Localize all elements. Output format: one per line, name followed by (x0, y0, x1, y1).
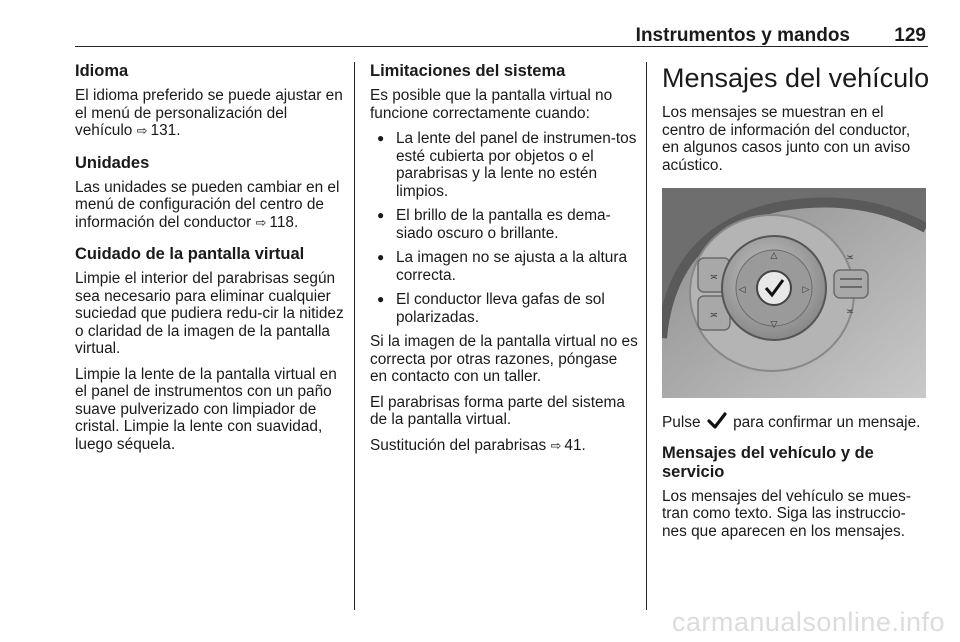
paragraph-parabrisas: El parabrisas forma parte del sistema de la pantalla virtual. (370, 393, 625, 428)
paragraph-intro: Es posible que la pantalla virtual no funcione correctamente cuando: (370, 87, 613, 122)
heading-mensajes: Mensajes del vehículo (662, 63, 930, 93)
column-divider-2 (646, 62, 647, 610)
header-title: Instrumentos y mandos (635, 25, 850, 46)
cross-reference-link[interactable]: ⇨ 41. (551, 437, 586, 454)
paragraph-cuidado-1: Limpie el interior del parabrisas según sea necesario para eliminar cualquier suciedad que pudiera redu-cir la nitidez o claridad de la imagen de la pantalla virtual. (75, 270, 344, 357)
svg-text:▽: ▽ (770, 320, 778, 330)
paragraph-mensajes-intro: Los mensajes se muestran en el centro de información del conductor, en algunos casos junto con un aviso acústico. (662, 104, 911, 174)
check-icon (707, 412, 727, 430)
list-item: ● La imagen no se ajusta a la altura correcta. (370, 249, 638, 284)
paragraph-unidades (75, 179, 345, 232)
svg-text:△: △ (770, 251, 778, 261)
cross-reference-link[interactable]: ⇨ 131. (137, 122, 181, 139)
paragraph-taller: Si la imagen de la pantalla virtual no es correcta por otras razones, póngase en contacto con un taller. (370, 333, 638, 385)
list-item: ● El conductor lleva gafas de sol polarizadas. (370, 291, 638, 326)
pulse-confirm-text: para confirmar un mensaje. (733, 414, 921, 431)
unidades-text: Las unidades se pueden cambiar en el menú de configuración del centro de información del conductor (75, 178, 340, 231)
list-item: ● La lente del panel de instrumen-tos esté cubierta por objetos o el parabrisas y la lente no estén limpios. (370, 130, 638, 200)
paragraph-mensajes-servicio: Los mensajes del vehículo se mues-tran como texto. Siga las instruccio-nes que aparecen en los mensajes. (662, 487, 911, 540)
column-divider-1 (354, 62, 355, 610)
svg-text:≍: ≍ (846, 253, 854, 263)
column-left (75, 62, 345, 461)
pulse-text: Pulse (662, 414, 701, 431)
page-number: 129 (894, 25, 926, 46)
list-item: ● El brillo de la pantalla es dema-siado oscuro o brillante. (370, 207, 638, 242)
svg-text:▷: ▷ (802, 285, 810, 295)
heading-idioma: Idioma (75, 62, 129, 80)
paragraph-cuidado-2: Limpie la lente de la pantalla virtual en el panel de instrumentos con un paño suave pulverizado con limpiador de cristal. Limpie la lente con suavidad, luego séquela. (75, 365, 337, 453)
heading-cuidado: Cuidado de la pantalla virtual (75, 245, 305, 263)
heading-unidades: Unidades (75, 153, 150, 172)
page-header (75, 24, 928, 47)
paragraph-idioma (75, 87, 345, 140)
column-middle (370, 62, 638, 462)
svg-text:≍: ≍ (709, 272, 719, 283)
steering-wheel-controls-illustration (662, 188, 926, 398)
svg-text:≍: ≍ (709, 310, 719, 321)
idioma-text: El idioma preferido se puede ajustar en el menú de personalización del vehículo (75, 87, 343, 139)
paragraph-pulse (662, 412, 930, 432)
bullet-list (370, 130, 638, 326)
svg-text:◁: ◁ (738, 285, 746, 295)
heading-mensajes-servicio: Mensajes del vehículo y de servicio (662, 443, 874, 481)
cross-reference-link[interactable]: ⇨ 118. (256, 214, 299, 231)
column-right (662, 62, 930, 548)
sustitucion-text: Sustitución del parabrisas (370, 436, 547, 454)
watermark: carmanualsonline.info (671, 607, 945, 637)
paragraph-sustitucion (370, 437, 638, 455)
heading-limitaciones: Limitaciones del sistema (370, 62, 566, 80)
svg-text:≍: ≍ (846, 307, 854, 317)
